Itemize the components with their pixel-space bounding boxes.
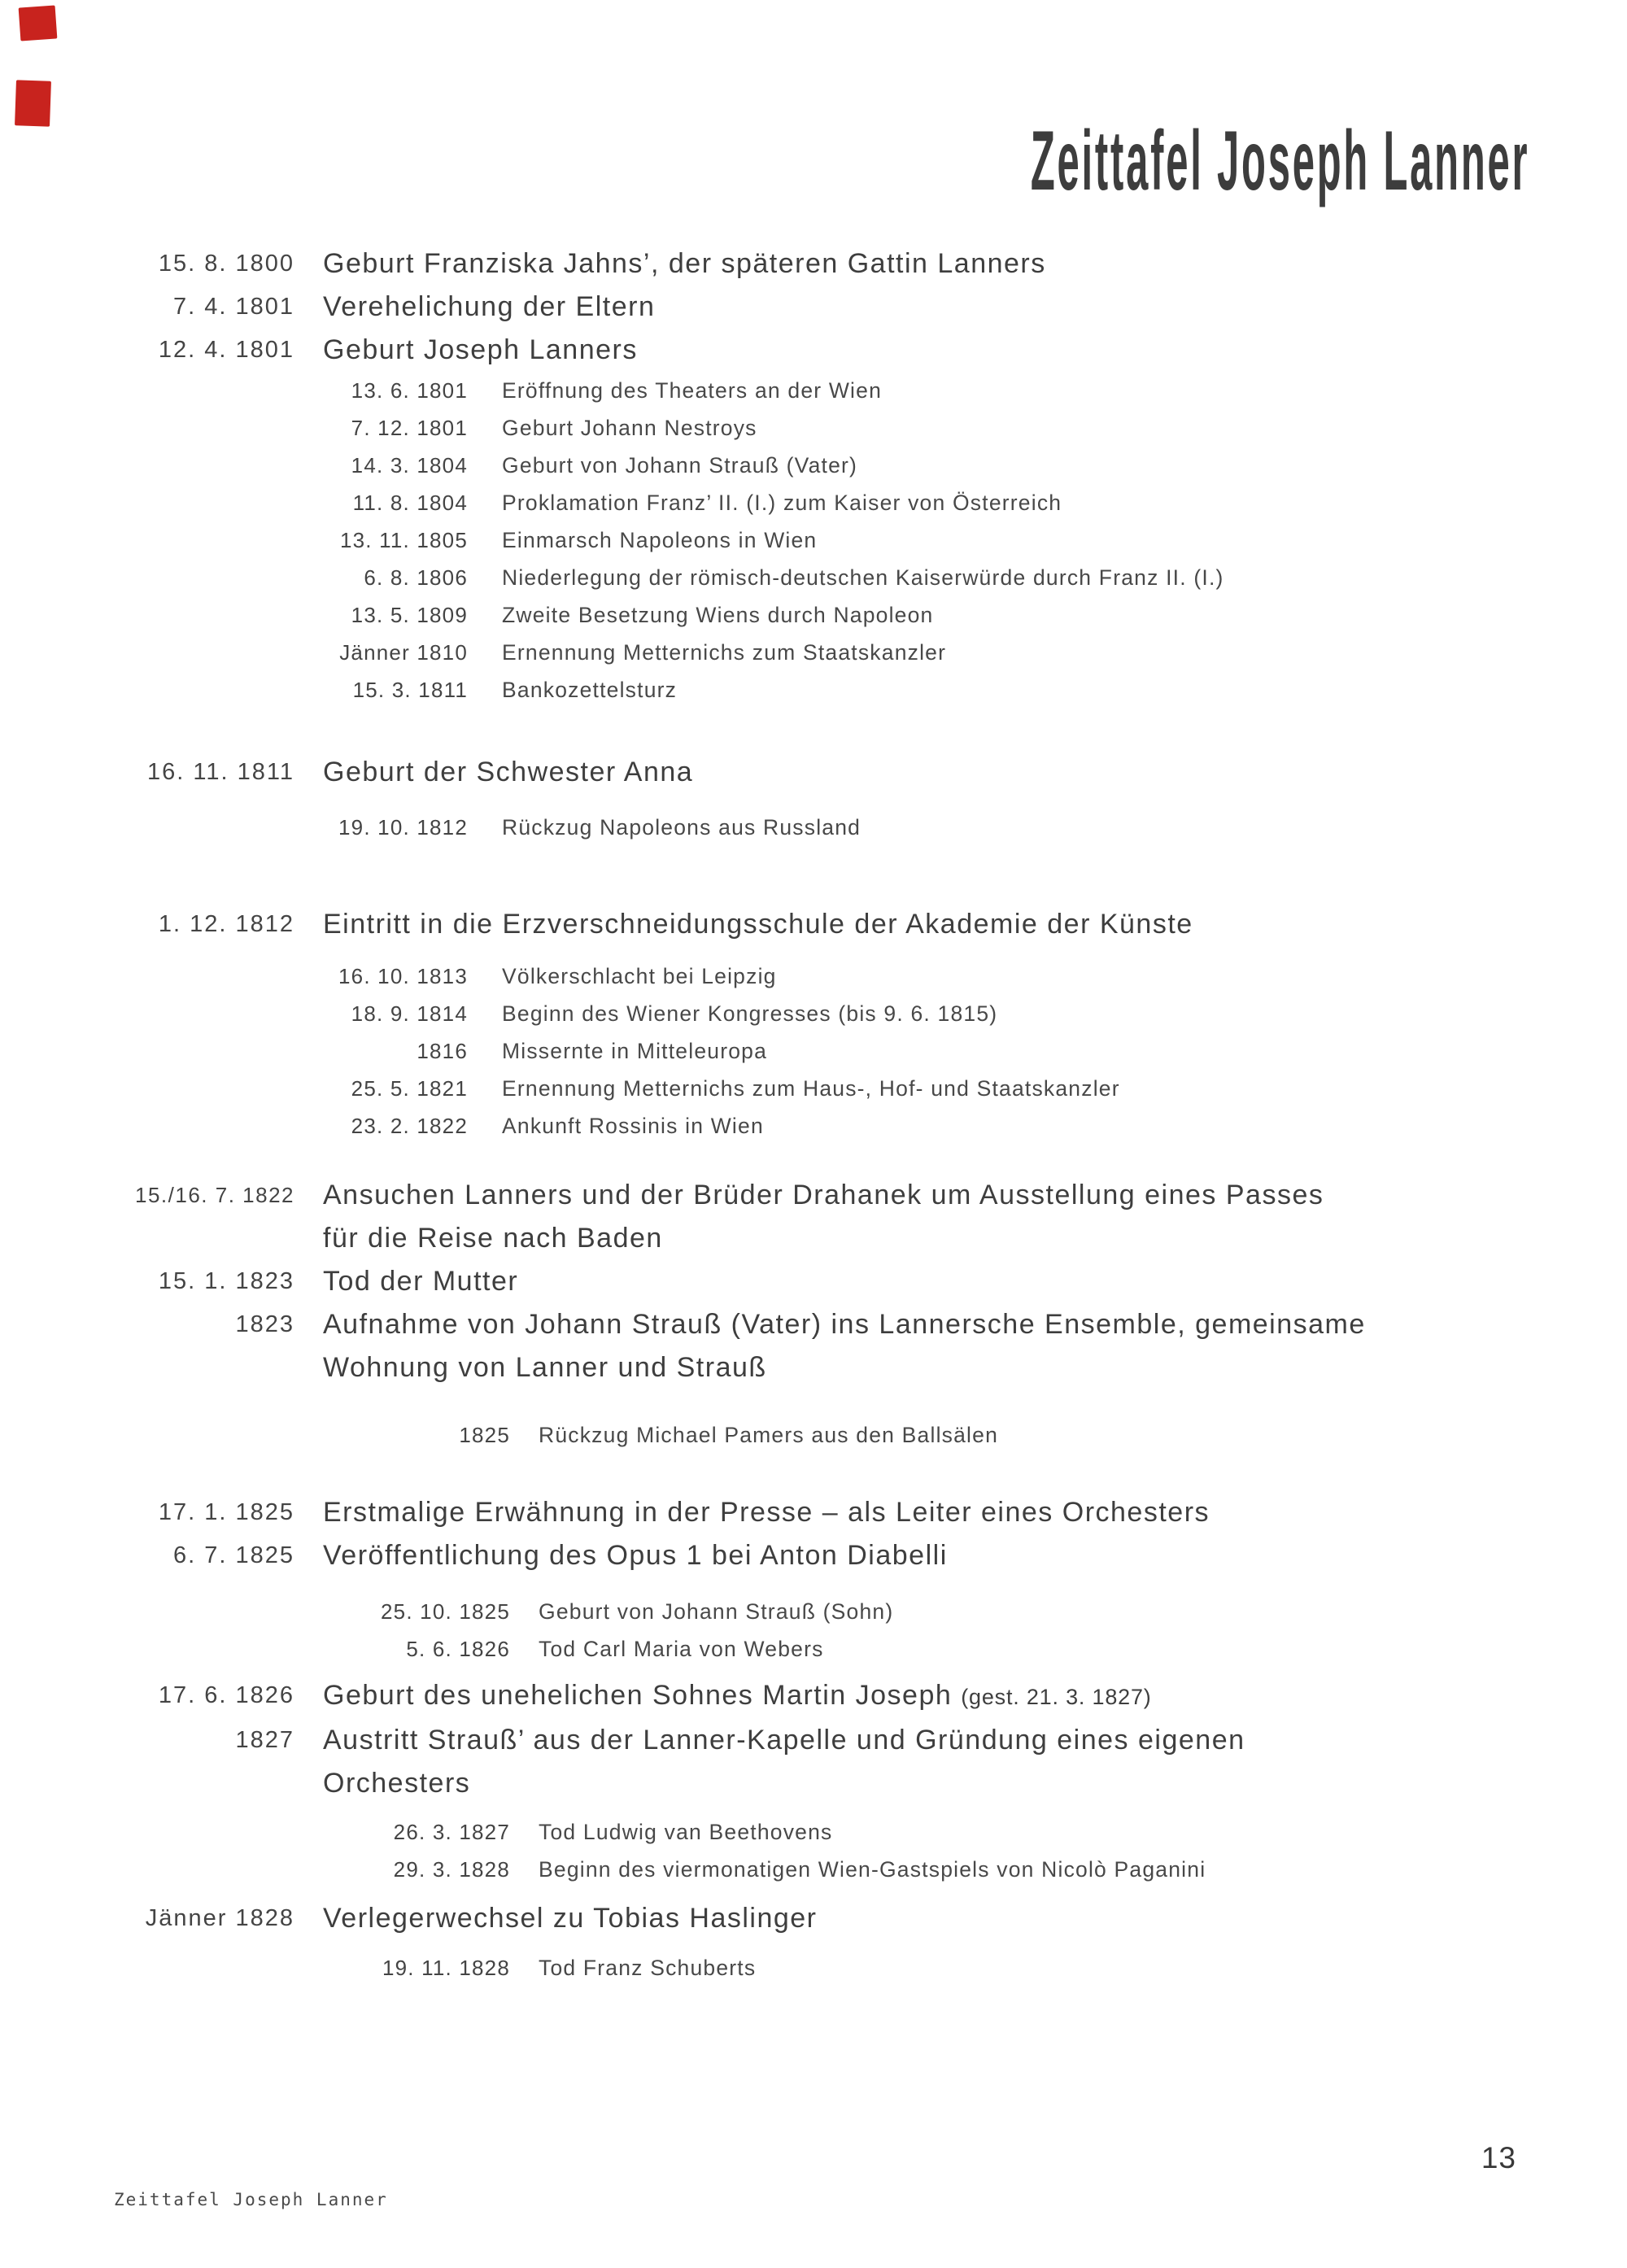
entry-date: 1. 12. 1812: [158, 911, 294, 937]
entry-text-line: Veröffentlichung des Opus 1 bei Anton Diabelli: [323, 1540, 948, 1571]
timeline-entry: [0, 1719, 1627, 1805]
entry-text-line: Geburt Johann Nestroys: [502, 416, 757, 440]
entry-text-line: Bankozettelsturz: [502, 678, 678, 702]
entry-text: [468, 372, 882, 409]
entry-date: 26. 3. 1827: [393, 1820, 510, 1844]
entry-date: 6. 8. 1806: [364, 565, 468, 590]
entry-text: [468, 1070, 1120, 1107]
timeline-entry: [0, 751, 1627, 794]
entry-text: [294, 1491, 1210, 1534]
entry-text-line: Einmarsch Napoleons in Wien: [502, 528, 818, 552]
entry-date: 1827: [235, 1727, 294, 1753]
timeline-entry: [0, 1107, 1627, 1145]
entry-text-line: Tod Ludwig van Beethovens: [539, 1820, 833, 1844]
entry-text-line: Beginn des viermonatigen Wien-Gastspiels von Nicolò Paganini: [539, 1857, 1206, 1882]
entry-text: [468, 995, 997, 1032]
entry-date: 15./16. 7. 1822: [135, 1183, 294, 1207]
entry-date: 13. 5. 1809: [351, 603, 468, 627]
entry-text: [294, 1719, 1245, 1805]
entry-text-line: Geburt der Schwester Anna: [323, 757, 694, 787]
timeline-entry: [0, 1851, 1627, 1888]
timeline-entry: [0, 372, 1627, 409]
timeline-block: [0, 372, 1627, 709]
timeline-entry: [0, 1032, 1627, 1070]
timeline-entry: [0, 634, 1627, 671]
entry-date: 1825: [459, 1423, 510, 1447]
entry-text-line: Geburt von Johann Strauß (Vater): [502, 453, 858, 478]
timeline-block: [0, 903, 1627, 946]
entry-date: 15. 8. 1800: [158, 251, 294, 277]
entry-text-line: Geburt von Johann Strauß (Sohn): [539, 1599, 894, 1624]
entry-date: 13. 11. 1805: [339, 528, 468, 552]
entry-date: 17. 6. 1826: [158, 1682, 294, 1708]
entry-date: 5. 6. 1826: [406, 1637, 510, 1661]
entry-text-line: Geburt Joseph Lanners: [323, 334, 638, 365]
entry-text-line: Erstmalige Erwähnung in der Presse – als Leiter eines Orchesters: [323, 1497, 1210, 1528]
timeline-block: [0, 957, 1627, 1145]
red-edge-mark-bottom: [15, 80, 51, 126]
timeline-entry: [0, 809, 1627, 846]
entry-text: [294, 751, 693, 794]
timeline-entry: [0, 995, 1627, 1032]
timeline-entry: [0, 1491, 1627, 1534]
timeline-entry: [0, 1416, 1627, 1454]
entry-text: [294, 329, 638, 372]
entry-date: 15. 3. 1811: [352, 678, 468, 702]
timeline-block: [0, 242, 1627, 372]
entry-text-line: Orchesters: [323, 1768, 471, 1799]
timeline-entry: [0, 521, 1627, 559]
entry-text: [510, 1851, 1206, 1888]
timeline-entry: [0, 286, 1627, 329]
timeline-entry: [0, 1070, 1627, 1107]
timeline-entry: [0, 559, 1627, 596]
running-footer: Zeittafel Joseph Lanner: [114, 2190, 388, 2209]
entry-text-line: Zweite Besetzung Wiens durch Napoleon: [502, 603, 934, 627]
entry-date: 25. 5. 1821: [351, 1076, 468, 1101]
timeline-entry: [0, 1630, 1627, 1668]
timeline-entry: [0, 242, 1627, 286]
timeline-entry: [0, 957, 1627, 995]
entry-date: 16. 11. 1811: [147, 759, 294, 785]
entry-text-line: Proklamation Franz’ II. (I.) zum Kaiser von Österreich: [502, 491, 1062, 515]
entry-text: [294, 1303, 1366, 1389]
timeline-block: [0, 1949, 1627, 1987]
entry-date: 18. 9. 1814: [351, 1001, 468, 1026]
page-number: 13: [1481, 2141, 1516, 2174]
entry-date: 1816: [417, 1039, 468, 1063]
entry-text-line: Ansuchen Lanners und der Brüder Drahanek um Ausstellung eines Passes: [323, 1180, 1324, 1210]
timeline-entry: [0, 1534, 1627, 1577]
entry-text: [294, 1897, 818, 1940]
entry-text: [468, 521, 817, 559]
entry-text: [294, 286, 655, 329]
timeline-entry: [0, 1174, 1627, 1260]
entry-text-line: Tod Franz Schuberts: [539, 1956, 757, 1980]
timeline-entry: [0, 484, 1627, 521]
entry-date: 23. 2. 1822: [351, 1114, 468, 1138]
timeline-block: [0, 1897, 1627, 1940]
timeline-entry: [0, 1303, 1627, 1389]
entry-text-line: Ernennung Metternichs zum Staatskanzler: [502, 640, 947, 665]
entry-text: [510, 1630, 824, 1668]
entry-text: [468, 447, 857, 484]
timeline-block: [0, 751, 1627, 794]
entry-text: [468, 559, 1224, 596]
timeline-entry: [0, 329, 1627, 372]
entry-date: 7. 12. 1801: [351, 416, 468, 440]
timeline-block: [0, 1174, 1627, 1389]
entry-text-line: Eintritt in die Erzverschneidungsschule der Akademie der Künste: [323, 909, 1193, 940]
entry-text-line: Aufnahme von Johann Strauß (Vater) ins Lannersche Ensemble, gemeinsame: [323, 1309, 1366, 1340]
entry-text: [294, 1174, 1324, 1260]
entry-text: [294, 903, 1193, 946]
entry-text-line: Beginn des Wiener Kongresses (bis 9. 6. 1815): [502, 1001, 998, 1026]
entry-date: 19. 10. 1812: [338, 815, 468, 840]
timeline: [0, 242, 1627, 1987]
entry-date: 16. 10. 1813: [338, 964, 468, 988]
entry-text: [510, 1949, 756, 1987]
entry-text: [294, 1260, 518, 1303]
entry-text-line: Verehelichung der Eltern: [323, 291, 656, 322]
timeline-entry: [0, 1813, 1627, 1851]
entry-text: [468, 596, 934, 634]
entry-date: 11. 8. 1804: [352, 491, 468, 515]
entry-text: [510, 1593, 893, 1630]
entry-text-line: Austritt Strauß’ aus der Lanner-Kapelle und Gründung eines eigenen: [323, 1725, 1245, 1756]
timeline-entry: [0, 1593, 1627, 1630]
timeline-entry: [0, 1674, 1627, 1719]
entry-text: [468, 957, 777, 995]
entry-date: 7. 4. 1801: [173, 294, 294, 320]
entry-text-line: Geburt Franziska Jahns’, der späteren Gattin Lanners: [323, 248, 1046, 279]
entry-date: 6. 7. 1825: [173, 1542, 294, 1568]
entry-date: 29. 3. 1828: [393, 1857, 510, 1882]
entry-text-line: Geburt des unehelichen Sohnes Martin Joseph (gest. 21. 3. 1827): [323, 1680, 1152, 1711]
entry-date: 17. 1. 1825: [158, 1499, 294, 1525]
timeline-entry: [0, 409, 1627, 447]
entry-text-line: Ankunft Rossinis in Wien: [502, 1114, 764, 1138]
entry-text: [468, 671, 677, 709]
entry-text: [294, 242, 1046, 286]
entry-date: Jänner 1828: [145, 1905, 294, 1931]
entry-text: [468, 409, 757, 447]
timeline-entry: [0, 447, 1627, 484]
timeline-block: [0, 1674, 1627, 1805]
entry-date: 14. 3. 1804: [351, 453, 468, 478]
red-edge-mark-top: [19, 5, 58, 41]
timeline-entry: [0, 1260, 1627, 1303]
entry-text: [510, 1813, 832, 1851]
entry-date: 19. 11. 1828: [382, 1956, 510, 1980]
entry-text-line: Eröffnung des Theaters an der Wien: [502, 378, 883, 403]
entry-text-line: Ernennung Metternichs zum Haus-, Hof- und Staatskanzler: [502, 1076, 1120, 1101]
entry-text-line: Verlegerwechsel zu Tobias Haslinger: [323, 1903, 818, 1934]
entry-date: 25. 10. 1825: [381, 1599, 510, 1624]
page-title: Zeittafel Joseph Lanner: [1030, 114, 1529, 208]
timeline-block: [0, 809, 1627, 846]
timeline-entry: [0, 671, 1627, 709]
timeline-block: [0, 1593, 1627, 1668]
entry-text: [468, 1032, 767, 1070]
timeline-block: [0, 1491, 1627, 1577]
entry-text-line: Tod Carl Maria von Webers: [539, 1637, 824, 1661]
timeline-block: [0, 1813, 1627, 1888]
entry-date: 1823: [235, 1311, 294, 1337]
entry-date: 13. 6. 1801: [351, 378, 468, 403]
entry-text: [468, 484, 1062, 521]
timeline-entry: [0, 903, 1627, 946]
entry-note: (gest. 21. 3. 1827): [961, 1685, 1152, 1709]
entry-text-line: Missernte in Mitteleuropa: [502, 1039, 768, 1063]
timeline-entry: [0, 596, 1627, 634]
entry-text-line: für die Reise nach Baden: [323, 1223, 663, 1254]
timeline-entry: [0, 1897, 1627, 1940]
timeline-entry: [0, 1949, 1627, 1987]
entry-text-line: Tod der Mutter: [323, 1266, 519, 1297]
entry-text-line: Völkerschlacht bei Leipzig: [502, 964, 777, 988]
entry-text: [294, 1534, 948, 1577]
entry-text-line: Rückzug Napoleons aus Russland: [502, 815, 861, 840]
timeline-block: [0, 1416, 1627, 1454]
entry-date: 12. 4. 1801: [158, 337, 294, 363]
entry-date: 15. 1. 1823: [158, 1268, 294, 1294]
entry-text: [294, 1674, 1152, 1719]
entry-date: Jänner 1810: [339, 640, 468, 665]
entry-text: [468, 1107, 764, 1145]
entry-text: [468, 634, 946, 671]
entry-text-line: Niederlegung der römisch-deutschen Kaiserwürde durch Franz II. (I.): [502, 565, 1224, 590]
entry-text: [468, 809, 861, 846]
entry-text-line: Wohnung von Lanner und Strauß: [323, 1352, 767, 1383]
entry-text: [510, 1416, 998, 1454]
entry-text-line: Rückzug Michael Pamers aus den Ballsälen: [539, 1423, 999, 1447]
